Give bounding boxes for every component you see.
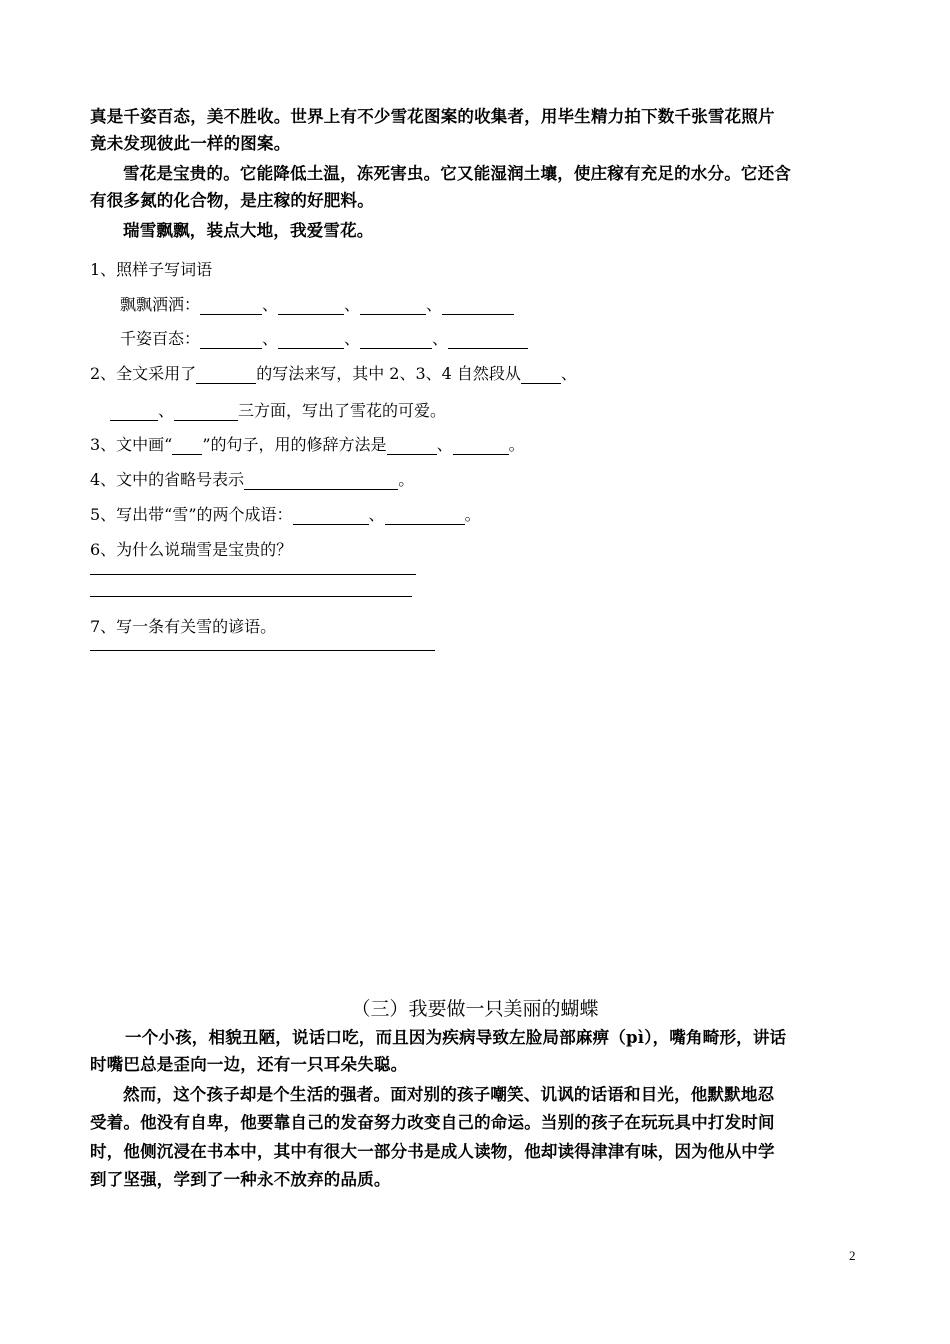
passage2-p2-line1: 然而，这个孩子却是个生活的强者。面对别的孩子嘲笑、讥讽的话语和目光，他默默地忍 (123, 1085, 775, 1104)
question-4 (90, 467, 414, 490)
q1-a-blank-3[interactable] (360, 296, 426, 315)
passage1-p1-line1: 真是千姿百态，美不胜收。世界上有不少雪花图案的收集者，用毕生精力拍下数千张雪花照片 (90, 107, 775, 126)
q2-blank-aspect-1[interactable] (521, 365, 561, 384)
q1-b-blank-2[interactable] (278, 330, 344, 349)
sep: 、 (426, 295, 443, 314)
sep: 、 (368, 505, 385, 524)
q4-end: 。 (398, 470, 415, 489)
question-5 (90, 502, 481, 525)
question-6: 6、为什么说瑞雪是宝贵的？ (90, 540, 293, 559)
q1-b-label: 千姿百态： (120, 329, 201, 348)
sep: 、 (436, 435, 453, 454)
q5-blank-2[interactable] (385, 506, 465, 525)
passage1-p2-line2: 有很多氮的化合物，是庄稼的好肥料。 (90, 191, 374, 210)
section-title: （三）我要做一只美丽的蝴蝶 (351, 998, 599, 1020)
sep: 、 (432, 329, 449, 348)
question-3 (90, 432, 525, 455)
q3-underline-sample (172, 436, 202, 455)
q3-pre: 3、文中画“ (90, 435, 173, 454)
q3-mid: ”的句子，用的修辞方法是 (202, 435, 387, 454)
question-2 (90, 361, 577, 384)
q1-b-blank-4[interactable] (448, 330, 528, 349)
q2-line2-end: 三方面，写出了雪花的可爱。 (238, 401, 447, 420)
passage1-p3-line1: 瑞雪飘飘，装点大地，我爱雪花。 (123, 221, 374, 240)
question-1: 1、照样子写词语 (90, 260, 213, 279)
q1-a-blank-1[interactable] (200, 296, 262, 315)
q1-a-blank-2[interactable] (278, 296, 344, 315)
q6-answer-line-2[interactable] (90, 596, 412, 597)
question-2-line2 (110, 398, 446, 421)
q1-b-blank-1[interactable] (200, 330, 262, 349)
passage2-p2-line4: 到了坚强，学到了一种永不放弃的品质。 (90, 1170, 391, 1189)
q2-mid: 的写法来写，其中 2、3、4 自然段从 (256, 364, 521, 383)
q3-blank-2[interactable] (453, 436, 509, 455)
passage2-p2-line2: 受着。他没有自卑，他要靠自己的发奋努力改变自己的命运。当别的孩子在玩玩具中打发时间 (90, 1113, 775, 1132)
sep: 、 (158, 401, 175, 420)
q3-end: 。 (508, 435, 525, 454)
q1-a-label: 飘飘洒洒： (120, 295, 201, 314)
passage1-p2-line1: 雪花是宝贵的。它能降低土温，冻死害虫。它又能湿润土壤，使庄稼有充足的水分。它还含 (123, 164, 791, 183)
q2-pre: 2、全文采用了 (90, 364, 197, 383)
q1-b-blank-3[interactable] (360, 330, 432, 349)
q5-end: 。 (464, 505, 481, 524)
q2-blank-method[interactable] (196, 365, 256, 384)
q7-answer-line[interactable] (90, 650, 435, 651)
q4-blank[interactable] (244, 471, 398, 490)
q1-a-blank-4[interactable] (442, 296, 514, 315)
sep: 、 (262, 295, 279, 314)
sep: 、 (344, 329, 361, 348)
sep: 、 (344, 295, 361, 314)
passage2-p2-line3: 时，他侧沉浸在书本中，其中有很大一部分书是成人读物，他却读得津津有味，因为他从中学 (90, 1142, 775, 1161)
q2-blank-aspect-2[interactable] (110, 402, 158, 421)
q1-row-b (120, 326, 528, 349)
q2-end: 、 (560, 364, 577, 383)
q2-blank-aspect-3[interactable] (174, 402, 238, 421)
sep: 、 (262, 329, 279, 348)
question-7: 7、写一条有关雪的谚语。 (90, 617, 277, 636)
page-number: 2 (849, 1248, 856, 1263)
passage2-p1-line2: 时嘴巴总是歪向一边，还有一只耳朵失聪。 (90, 1055, 408, 1074)
q5-pre: 5、写出带“雪”的两个成语： (90, 505, 293, 524)
q5-blank-1[interactable] (293, 506, 369, 525)
q1-row-a (120, 292, 514, 315)
q4-pre: 4、文中的省略号表示 (90, 470, 245, 489)
passage1-p1-line2: 竟未发现彼此一样的图案。 (90, 134, 291, 153)
q3-blank-1[interactable] (387, 436, 437, 455)
passage2-p1-line1: 一个小孩，相貌丑陋，说话口吃，而且因为疾病导致左脸局部麻痹（pì），嘴角畸形，讲话 (125, 1028, 787, 1047)
q6-answer-line-1[interactable] (90, 574, 416, 575)
